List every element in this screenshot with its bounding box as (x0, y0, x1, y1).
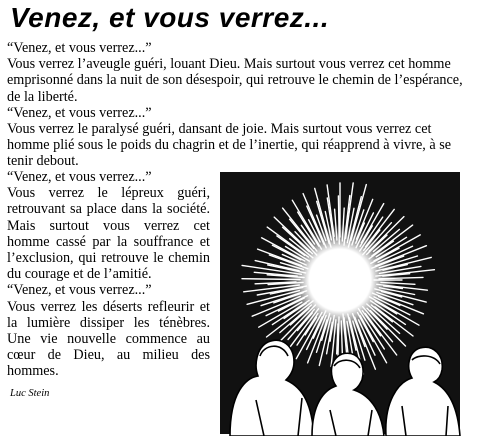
upper-text-block (7, 40, 469, 170)
refrain-line: “Venez, et vous verrez...” (7, 104, 152, 121)
paragraph-desert: Vous verrez les déserts refleurir et la lumière dissiper les ténèbres. Une vie nouvelle commence au cœur de Dieu, au milieu des hommes. (7, 298, 210, 380)
lower-text-block (7, 169, 210, 380)
page-title: Venez, et vous verrez... (10, 2, 330, 33)
paragraph-paralysed: Vous verrez le paralysé guéri, dansant de joie. Mais surtout vous verrez cet homme plié sous le poids du chagrin et de l’inertie, qui réapprend à vivre, à se tenir debout. (7, 121, 452, 170)
radiant-light-illustration (212, 170, 464, 436)
refrain-line: “Venez, et vous verrez...” (7, 282, 152, 299)
paragraph-leper: Vous verrez le lépreux guéri, retrouvant sa place dans la société. Mais surtout vous verrez cet homme cassé par la souffrance et l’exclusion, qui retrouve le chemin du courage et de l’amitié. (7, 185, 210, 283)
refrain-line: “Venez, et vous verrez...” (7, 40, 152, 56)
paragraph-blind: Vous verrez l’aveugle guéri, louant Dieu. Mais surtout vous verrez cet homme emprisonné dans la nuit de son désespoir, qui retrouve le chemin de l’espérance, de la liberté. (7, 56, 463, 105)
refrain-line: “Venez, et vous verrez...” (7, 169, 152, 185)
author-signature: Luc Stein (10, 388, 50, 399)
